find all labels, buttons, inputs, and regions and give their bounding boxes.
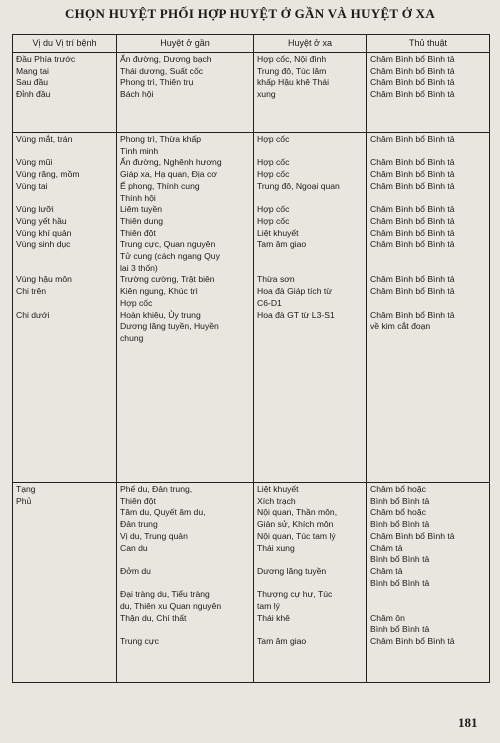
cell-line: Hợp cốc [257,215,290,226]
cell-vi-tri [13,133,117,483]
cell-line: Tình minh [120,145,159,156]
table-row [13,483,490,683]
cell-line: Châm Bình bổ Bình tả [370,636,455,647]
cell-line: Thiên đột [120,227,156,238]
table-row [13,133,490,483]
cell-line: Giản sử, Khích môn [257,519,334,530]
cell-line: Liêm tuyền [120,204,163,215]
cell-line [257,333,363,345]
cell-line [257,554,363,566]
cell-line: Hợp cốc [257,157,290,168]
cell-line [257,321,363,333]
cell-line: Bình bổ Bình tả [370,624,430,635]
cell-line: Tạng [16,484,36,494]
cell-line [16,193,113,205]
cell-line: Tử cung (cách ngang Quy [120,251,220,262]
cell-line: Liệt khuyết [257,227,299,238]
cell-line: Bình bổ Bình tả [370,495,430,506]
cell-line: Thiên dung [120,215,164,226]
cell-line: C6-D1 [257,297,282,308]
cell-line: khấp Hậu khê Thái [257,77,329,88]
cell-line [120,624,250,636]
page-number: 181 [458,715,478,730]
cell-line: Vùng khí quản [16,227,72,238]
cell-line: Chi dưới [16,309,50,320]
cell-line: Hợp cốc [257,169,290,180]
cell-line: Kiên ngung, Khúc trì [120,286,198,297]
cell-line: Thượng cự hư, Túc [257,589,333,600]
cell-line [370,333,486,345]
cell-line [16,333,113,345]
cell-line: tam lý [257,601,280,612]
cell-line: Nội quan, Túc tam lý [257,530,336,541]
cell-line: Dương lăng tuyền [257,565,327,576]
cell-line: Đầu Phía trước [16,54,76,64]
cell-line: Thiên đột [120,495,156,506]
cell-line [370,146,486,158]
cell-line [257,146,363,158]
cell-line: Châm Bình bổ Bình tả [370,274,455,285]
cell-thu-thuat [367,53,490,133]
cell-line [257,624,363,636]
cell-line: Bình bổ Bình tả [370,554,430,565]
cell-line: du, Thiên xu Quan nguyên [120,601,222,612]
cell-line: Thái khê [257,612,290,623]
cell-line: Trung cực, Quan nguyên [120,239,216,250]
cell-line: Ế phong, Thính cung [120,180,200,191]
cell-line: Đại tràng du, Tiểu tràng [120,589,210,600]
table-header-row [13,35,490,53]
cell-line: Đỉnh đầu [16,89,51,100]
cell-line: Châm Bình bổ Bình tả [370,54,455,64]
cell-line [120,578,250,590]
cell-line: Châm bổ hoặc [370,507,426,518]
cell-line: Vùng tai [16,180,48,191]
cell-huyet-xa [254,133,367,483]
cell-line: Tam âm giao [257,239,307,250]
cell-line [120,554,250,566]
cell-vi-tri [13,53,117,133]
cell-line [257,578,363,590]
cell-line [16,321,113,333]
cell-line: Bình bổ Bình tả [370,577,430,588]
header-huyet-gan: Huyệt ở gần [117,35,254,53]
cell-line [16,251,113,263]
cell-line: Trung đô, Ngoại quan [257,180,340,191]
cell-line: Châm Bình bổ Bình tả [370,530,455,541]
cell-line: Phong trì, Thiên trụ [120,77,194,88]
cell-line: Châm Bình bổ Bình tả [370,309,455,320]
cell-line: Châm tả [370,542,403,553]
cell-huyet-gan [117,53,254,133]
cell-line: Thái dương, Suất cốc [120,65,204,76]
cell-line: Châm Bình bổ Bình tả [370,65,455,76]
cell-huyet-xa [254,483,367,683]
cell-line: Phủ [16,495,32,506]
cell-line: Đởm du [120,565,151,576]
cell-line: Thính hội [120,192,156,203]
cell-huyet-gan [117,133,254,483]
header-vi-tri: Vị du Vị trí bệnh [13,35,117,53]
header-huyet-xa: Huyệt ở xa [254,35,367,53]
cell-line: Vị du, Trung quản [120,530,188,541]
cell-line: Thận du, Chí thất [120,612,187,623]
cell-line: Châm bổ hoặc [370,484,426,494]
cell-vi-tri [13,483,117,683]
cell-line [370,251,486,263]
cell-line: Vùng yết hầu [16,215,67,226]
cell-line: Trung đô, Túc lâm [257,65,327,76]
cell-line: Hợp cốc [257,134,290,144]
cell-line: Trường cường, Trật biên [120,274,215,285]
cell-huyet-xa [254,53,367,133]
cell-line: Vùng lưỡi [16,204,54,215]
cell-line [257,263,363,275]
cell-line: Châm Bình bổ Bình tả [370,215,455,226]
acupoint-table [12,34,490,683]
cell-line: Chi trên [16,286,47,297]
cell-line: Hoàn khiêu, Ủy trung [120,309,201,320]
table-row [13,53,490,133]
cell-line: Trung cực [120,636,159,647]
cell-line: Châm Bình bổ Bình tả [370,134,455,144]
cell-line [370,589,486,601]
cell-line: Liệt khuyết [257,484,299,494]
cell-line [16,298,113,310]
cell-thu-thuat [367,483,490,683]
cell-thu-thuat [367,133,490,483]
cell-line: Châm Bình bổ Bình tả [370,239,455,250]
cell-line: Hoa đà Giáp tích từ [257,286,333,297]
cell-line [370,193,486,205]
cell-huyet-gan [117,483,254,683]
cell-line [257,251,363,263]
cell-line: Châm Bình bổ Bình tả [370,286,455,297]
cell-line: Giáp xa, Hạ quan, Địa cơ [120,169,217,180]
page-title: CHỌN HUYỆT PHỐI HỢP HUYỆT Ở GẦN VÀ HUYỆT Ở XA [64,6,436,21]
cell-line: Vùng hậu môn [16,274,72,285]
cell-line: Châm Bình bổ Bình tả [370,180,455,191]
cell-line: chung [120,332,144,343]
cell-line: Châm tả [370,565,403,576]
cell-line: Thừa sơn [257,274,295,285]
cell-line: Châm Bình bổ Bình tả [370,204,455,215]
cell-line: Ấn đường, Nghênh hương [120,157,222,168]
cell-line: Hợp cốc [257,204,290,215]
cell-line: Châm Bình bổ Bình tả [370,169,455,180]
cell-line: Sau đầu [16,77,49,88]
cell-line: Phế du, Đản trung, [120,484,193,494]
cell-line [257,193,363,205]
cell-line [370,601,486,613]
cell-line: Vùng mũi [16,157,53,168]
cell-line: Hợp cốc [120,297,153,308]
header-thu-thuat: Thủ thuật [367,35,490,53]
cell-line: Hoa đà GT từ L3-S1 [257,309,335,320]
cell-line: Tam âm giao [257,636,307,647]
cell-line: Châm Bình bổ Bình tả [370,227,455,238]
cell-line: Xích trạch [257,495,296,506]
cell-line: Vùng sinh dục [16,239,71,250]
cell-line: về kim cắt đoạn [370,321,431,332]
cell-line: Thái xung [257,542,295,553]
cell-line [370,263,486,275]
cell-line: Vùng mắt, trán [16,134,73,144]
cell-line: Nội quan, Thần môn, [257,507,338,518]
cell-line [370,298,486,310]
cell-line: Bình bổ Bình tả [370,519,430,530]
cell-line [16,263,113,275]
cell-line: lai 3 thốn) [120,262,158,273]
cell-line: Ấn đường, Dương bạch [120,54,212,64]
cell-line: Châm ôn [370,612,405,623]
cell-line: Dương lăng tuyền, Huyền [120,321,219,332]
cell-line: Châm Bình bổ Bình tả [370,89,455,100]
cell-line: Châm Bình bổ Bình tả [370,77,455,88]
cell-line: Vùng răng, mồm [16,169,80,180]
cell-line: Hợp cốc, Nội đình [257,54,327,64]
cell-line: Can du [120,542,148,553]
cell-line [16,146,113,158]
cell-line: Bách hội [120,89,154,100]
cell-line: Tâm du, Quyết âm du, [120,507,206,518]
cell-line: xung [257,89,276,100]
cell-line: Đản trung [120,519,158,530]
cell-line: Châm Bình bổ Bình tả [370,157,455,168]
cell-line: Mang tai [16,65,49,76]
cell-line: Phong trì, Thừa khấp [120,134,202,144]
